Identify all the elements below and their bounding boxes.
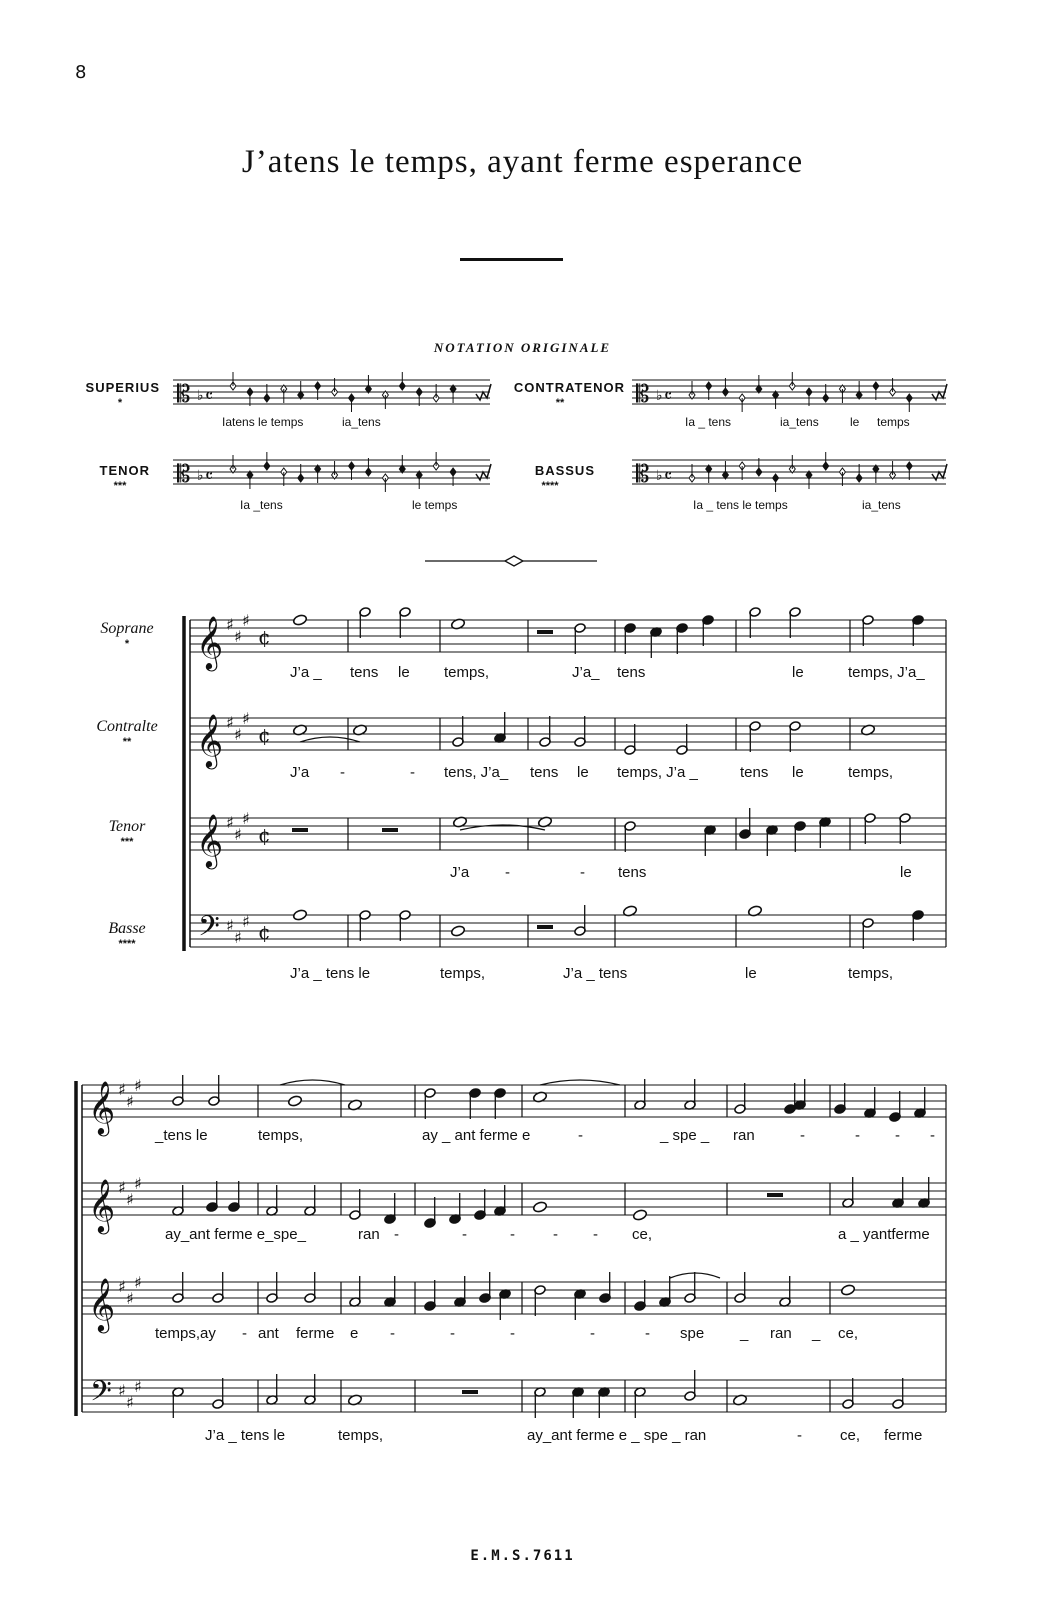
lyric: - <box>510 1226 515 1243</box>
lyric: J’a _ <box>290 664 322 681</box>
lyric: - <box>590 1325 595 1342</box>
lyric: le <box>577 764 589 781</box>
sharp-icon: ♯ <box>126 1393 134 1412</box>
note-head <box>840 1284 855 1296</box>
sharp-icon: ♯ <box>134 1273 142 1292</box>
voice-label-tenor-modern: Tenor <box>108 818 146 835</box>
sharp-icon: ♯ <box>134 1377 142 1396</box>
lyric: tens <box>530 764 559 781</box>
lyric: - <box>462 1226 467 1243</box>
voice-stars-basse: **** <box>118 938 136 950</box>
lyric: - <box>510 1325 515 1342</box>
lyric: temps, <box>848 764 894 781</box>
lyric: ay_ant ferme e_spe_ <box>165 1226 306 1243</box>
lyric: le <box>398 664 410 681</box>
voice-label-contralte: Contralte <box>96 718 158 735</box>
flat-icon: ♭ <box>197 388 204 404</box>
lyric: le <box>745 965 757 982</box>
voice-stars-tenor-modern: *** <box>120 836 134 848</box>
sharp-icon: ♯ <box>226 713 234 732</box>
sharp-icon: ♯ <box>242 809 250 828</box>
rest <box>462 1390 478 1394</box>
note-head <box>532 1201 547 1213</box>
rest <box>382 828 398 832</box>
lyric: - <box>645 1325 650 1342</box>
voice-stars-bassus: **** <box>541 480 559 492</box>
lyric: e <box>350 1325 359 1342</box>
tie-slur <box>300 737 360 742</box>
cut-time-icon: ¢ <box>258 625 271 649</box>
note-head <box>292 614 307 626</box>
footer-code: E.M.S.7611 <box>470 1548 575 1564</box>
treble-clef-icon: 𝄞 <box>196 813 224 867</box>
flat-icon: ♭ <box>656 468 663 484</box>
lyric: - <box>390 1325 395 1342</box>
lyric: ay _ ant ferme e <box>422 1127 531 1144</box>
lyric: le <box>792 764 804 781</box>
time-signature-icon: 𝄴 <box>664 466 673 487</box>
page-number: 8 <box>75 62 87 83</box>
cut-time-icon: ¢ <box>258 823 271 847</box>
lyric: - <box>340 764 345 781</box>
treble-clef-icon: 𝄞 <box>88 1178 116 1232</box>
sharp-icon: ♯ <box>226 813 234 832</box>
sharp-icon: ♯ <box>134 1174 142 1193</box>
lyric: - <box>242 1325 247 1342</box>
sharp-icon: ♯ <box>242 611 250 630</box>
tie-slur <box>540 1080 620 1085</box>
sharp-icon: ♯ <box>118 1381 126 1400</box>
rest <box>767 1193 783 1197</box>
voice-stars-tenor: *** <box>113 480 127 492</box>
time-signature-icon: 𝄴 <box>664 386 673 407</box>
sharp-icon: ♯ <box>226 615 234 634</box>
sharp-icon: ♯ <box>118 1080 126 1099</box>
note-head <box>287 1095 302 1107</box>
lyric: ran <box>733 1127 755 1144</box>
sharp-icon: ♯ <box>234 825 242 844</box>
ornament-divider <box>425 556 597 566</box>
lyric: _tens le <box>155 1127 208 1144</box>
lyric: - <box>450 1325 455 1342</box>
voice-label-bassus: BASSUS <box>534 463 595 478</box>
time-signature-icon: 𝄴 <box>205 386 214 407</box>
sharp-icon: ♯ <box>234 627 242 646</box>
lyric: - <box>855 1127 860 1144</box>
voice-label-soprane: Soprane <box>100 620 154 637</box>
lyric: spe <box>680 1325 705 1342</box>
lyric: tens <box>617 664 646 681</box>
bass-clef-icon: 𝄢 <box>198 910 220 950</box>
lyric: ce, <box>838 1325 859 1342</box>
lyric: - <box>505 864 510 881</box>
lyric: tens <box>740 764 769 781</box>
rest <box>537 630 553 634</box>
lyric: tens <box>350 664 379 681</box>
lyric: a _ yantferme <box>838 1226 930 1243</box>
lyric: ce, <box>632 1226 653 1243</box>
treble-clef-icon: 𝄞 <box>196 713 224 767</box>
page-title: J’atens le temps, ayant ferme esperance <box>241 144 804 180</box>
flat-icon: ♭ <box>656 388 663 404</box>
orig-lyric: ia_tens <box>342 415 381 429</box>
lyric: temps, <box>440 965 486 982</box>
sharp-icon: ♯ <box>234 928 242 947</box>
sharp-icon: ♯ <box>126 1190 134 1209</box>
lyric: tens <box>618 864 647 881</box>
tie-slur <box>280 1080 345 1085</box>
lyric: ferme <box>884 1427 923 1444</box>
lyric: ferme <box>296 1325 335 1342</box>
lyric: - <box>800 1127 805 1144</box>
notation-heading: NOTATION ORIGINALE <box>433 340 612 355</box>
lyric: temps, <box>848 965 894 982</box>
lyric: J’a _ tens <box>563 965 628 982</box>
lyric: temps,ay <box>155 1325 216 1342</box>
orig-lyric: le temps <box>412 498 458 512</box>
lyric: temps, <box>444 664 490 681</box>
sharp-icon: ♯ <box>234 725 242 744</box>
orig-lyric: le <box>850 415 860 429</box>
lyric: temps, <box>258 1127 304 1144</box>
note-head <box>450 925 465 937</box>
lyric: ce, <box>840 1427 861 1444</box>
note-head <box>292 909 307 921</box>
voice-label-superius: SUPERIUS <box>85 380 160 395</box>
sharp-icon: ♯ <box>226 916 234 935</box>
voice-stars-contratenor: ** <box>555 397 565 409</box>
treble-clef-icon: 𝄞 <box>196 615 224 669</box>
cut-time-icon: ¢ <box>258 920 271 944</box>
voice-stars-superius: * <box>117 397 123 409</box>
lyric: temps, J’a _ <box>617 764 698 781</box>
lyric: tens, J’a_ <box>444 764 509 781</box>
voice-stars-soprane: * <box>124 638 130 650</box>
sharp-icon: ♯ <box>242 709 250 728</box>
c-clef-icon: 𝄡 <box>177 380 191 408</box>
time-signature-icon: 𝄴 <box>205 466 214 487</box>
lyric: J’a _ tens le <box>290 965 371 982</box>
sharp-icon: ♯ <box>118 1277 126 1296</box>
bass-clef-icon: 𝄢 <box>90 1375 112 1415</box>
lyric: temps, <box>338 1427 384 1444</box>
rest <box>537 925 553 929</box>
voice-label-contratenor: CONTRATENOR <box>513 380 625 395</box>
orig-lyric: ia_tens <box>780 415 819 429</box>
lyric: ay_ant ferme e _ spe _ ran <box>527 1427 707 1444</box>
lyric: - <box>593 1226 598 1243</box>
lyric: - <box>578 1127 583 1144</box>
lyric: ran <box>770 1325 792 1342</box>
orig-lyric: ia_tens <box>862 498 901 512</box>
sharp-icon: ♯ <box>126 1289 134 1308</box>
sharp-icon: ♯ <box>126 1092 134 1111</box>
orig-lyric: Ia _ tens <box>685 415 732 429</box>
lyric: J’a _ tens le <box>205 1427 286 1444</box>
c-clef-icon: 𝄡 <box>636 380 650 408</box>
voice-stars-contralte: ** <box>122 736 132 748</box>
lyric: - <box>797 1427 802 1444</box>
lyric: ant <box>258 1325 279 1342</box>
treble-clef-icon: 𝄞 <box>88 1080 116 1134</box>
orig-lyric: Ia _ tens le temps <box>693 498 788 512</box>
lyric: - <box>394 1226 399 1243</box>
orig-lyric: temps <box>877 415 910 429</box>
lyric: _ <box>812 1325 821 1342</box>
lyric: - <box>410 764 415 781</box>
lyric: J’a_ <box>572 664 600 681</box>
lyric: - <box>553 1226 558 1243</box>
c-clef-icon: 𝄡 <box>636 460 650 488</box>
lyric: le <box>792 664 804 681</box>
cut-time-icon: ¢ <box>258 723 271 747</box>
sharp-icon: ♯ <box>134 1076 142 1095</box>
lyric: J’a <box>450 864 470 881</box>
orig-lyric: Ia _tens <box>240 498 283 512</box>
orig-lyric: Iatens le temps <box>222 415 304 429</box>
voice-label-tenor: TENOR <box>99 463 150 478</box>
voice-label-basse: Basse <box>108 920 146 937</box>
c-clef-icon: 𝄡 <box>177 460 191 488</box>
lyric: - <box>580 864 585 881</box>
rest <box>292 828 308 832</box>
lyric: _ spe _ <box>660 1127 710 1144</box>
lyric: J’a <box>290 764 310 781</box>
lyric: _ <box>740 1325 749 1342</box>
lyric: temps, J’a_ <box>848 664 925 681</box>
lyric: ran <box>358 1226 380 1243</box>
lyric: le <box>900 864 912 881</box>
note-head <box>632 1209 647 1221</box>
lyric: - <box>930 1127 935 1144</box>
sharp-icon: ♯ <box>118 1178 126 1197</box>
flat-icon: ♭ <box>197 468 204 484</box>
lyric: - <box>895 1127 900 1144</box>
sharp-icon: ♯ <box>242 912 250 931</box>
treble-clef-icon: 𝄞 <box>88 1277 116 1331</box>
